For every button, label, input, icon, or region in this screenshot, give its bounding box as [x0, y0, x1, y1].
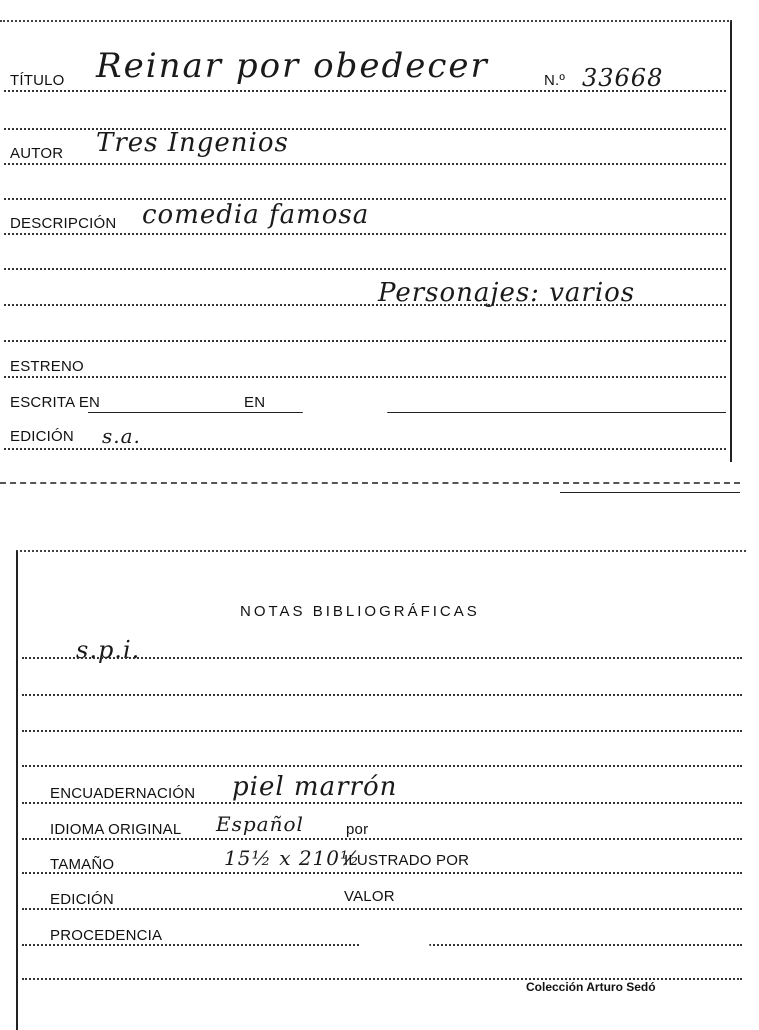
by-label: por: [346, 821, 369, 838]
collection-credit: Colección Arturo Sedó: [526, 980, 656, 994]
rule-line: [4, 340, 726, 342]
card-edge: [0, 482, 740, 484]
description-label: DESCRIPCIÓN: [10, 215, 117, 232]
size-value: 15½ x 210½: [224, 846, 361, 870]
card-edge: [560, 492, 740, 493]
number-label: N.º: [544, 72, 566, 89]
value-label: VALOR: [344, 888, 395, 905]
number-value: 33668: [582, 64, 664, 92]
premiere-label: ESTRENO: [10, 358, 84, 375]
title-value: Reinar por obedecer: [96, 46, 489, 86]
edition-label-back: EDICIÓN: [50, 891, 114, 908]
written-label: ESCRITA EN: [10, 394, 101, 411]
rule-line: [4, 163, 726, 165]
provenance-label: PROCEDENCIA: [50, 927, 163, 944]
illustrated-label: ILUSTRADO POR: [344, 852, 470, 869]
edition-label: EDICIÓN: [10, 428, 74, 445]
author-label: AUTOR: [10, 145, 64, 162]
rule-line: [22, 657, 742, 659]
rule-line: [22, 838, 742, 840]
binding-value: piel marrón: [232, 772, 398, 802]
rule-line: [22, 730, 742, 732]
rule-line: [4, 448, 726, 450]
rule-line: [4, 376, 726, 378]
characters-value: Personajes: varios: [378, 278, 636, 308]
notes-value: s.p.i.: [76, 636, 141, 664]
in-label: EN: [244, 394, 266, 411]
rule-line: [88, 412, 726, 413]
edition-value: s.a.: [102, 424, 141, 448]
title-label: TÍTULO: [10, 72, 65, 89]
rule-line: [4, 268, 726, 270]
rule-line: [22, 694, 742, 696]
rule-line: [22, 908, 742, 910]
size-label: TAMAÑO: [50, 856, 115, 873]
author-value: Tres Ingenios: [96, 128, 289, 158]
ink-smudge: [360, 926, 430, 972]
language-label: IDIOMA ORIGINAL: [50, 821, 182, 838]
rule-line: [22, 872, 742, 874]
description-value: comedia famosa: [142, 200, 370, 230]
language-value: Español: [216, 812, 304, 836]
notes-heading: NOTAS BIBLIOGRÁFICAS: [240, 603, 480, 620]
rule-line: [4, 233, 726, 235]
ink-smudge: [300, 398, 390, 442]
binding-label: ENCUADERNACIÓN: [50, 785, 196, 802]
rule-line: [22, 802, 742, 804]
rule-line: [22, 765, 742, 767]
